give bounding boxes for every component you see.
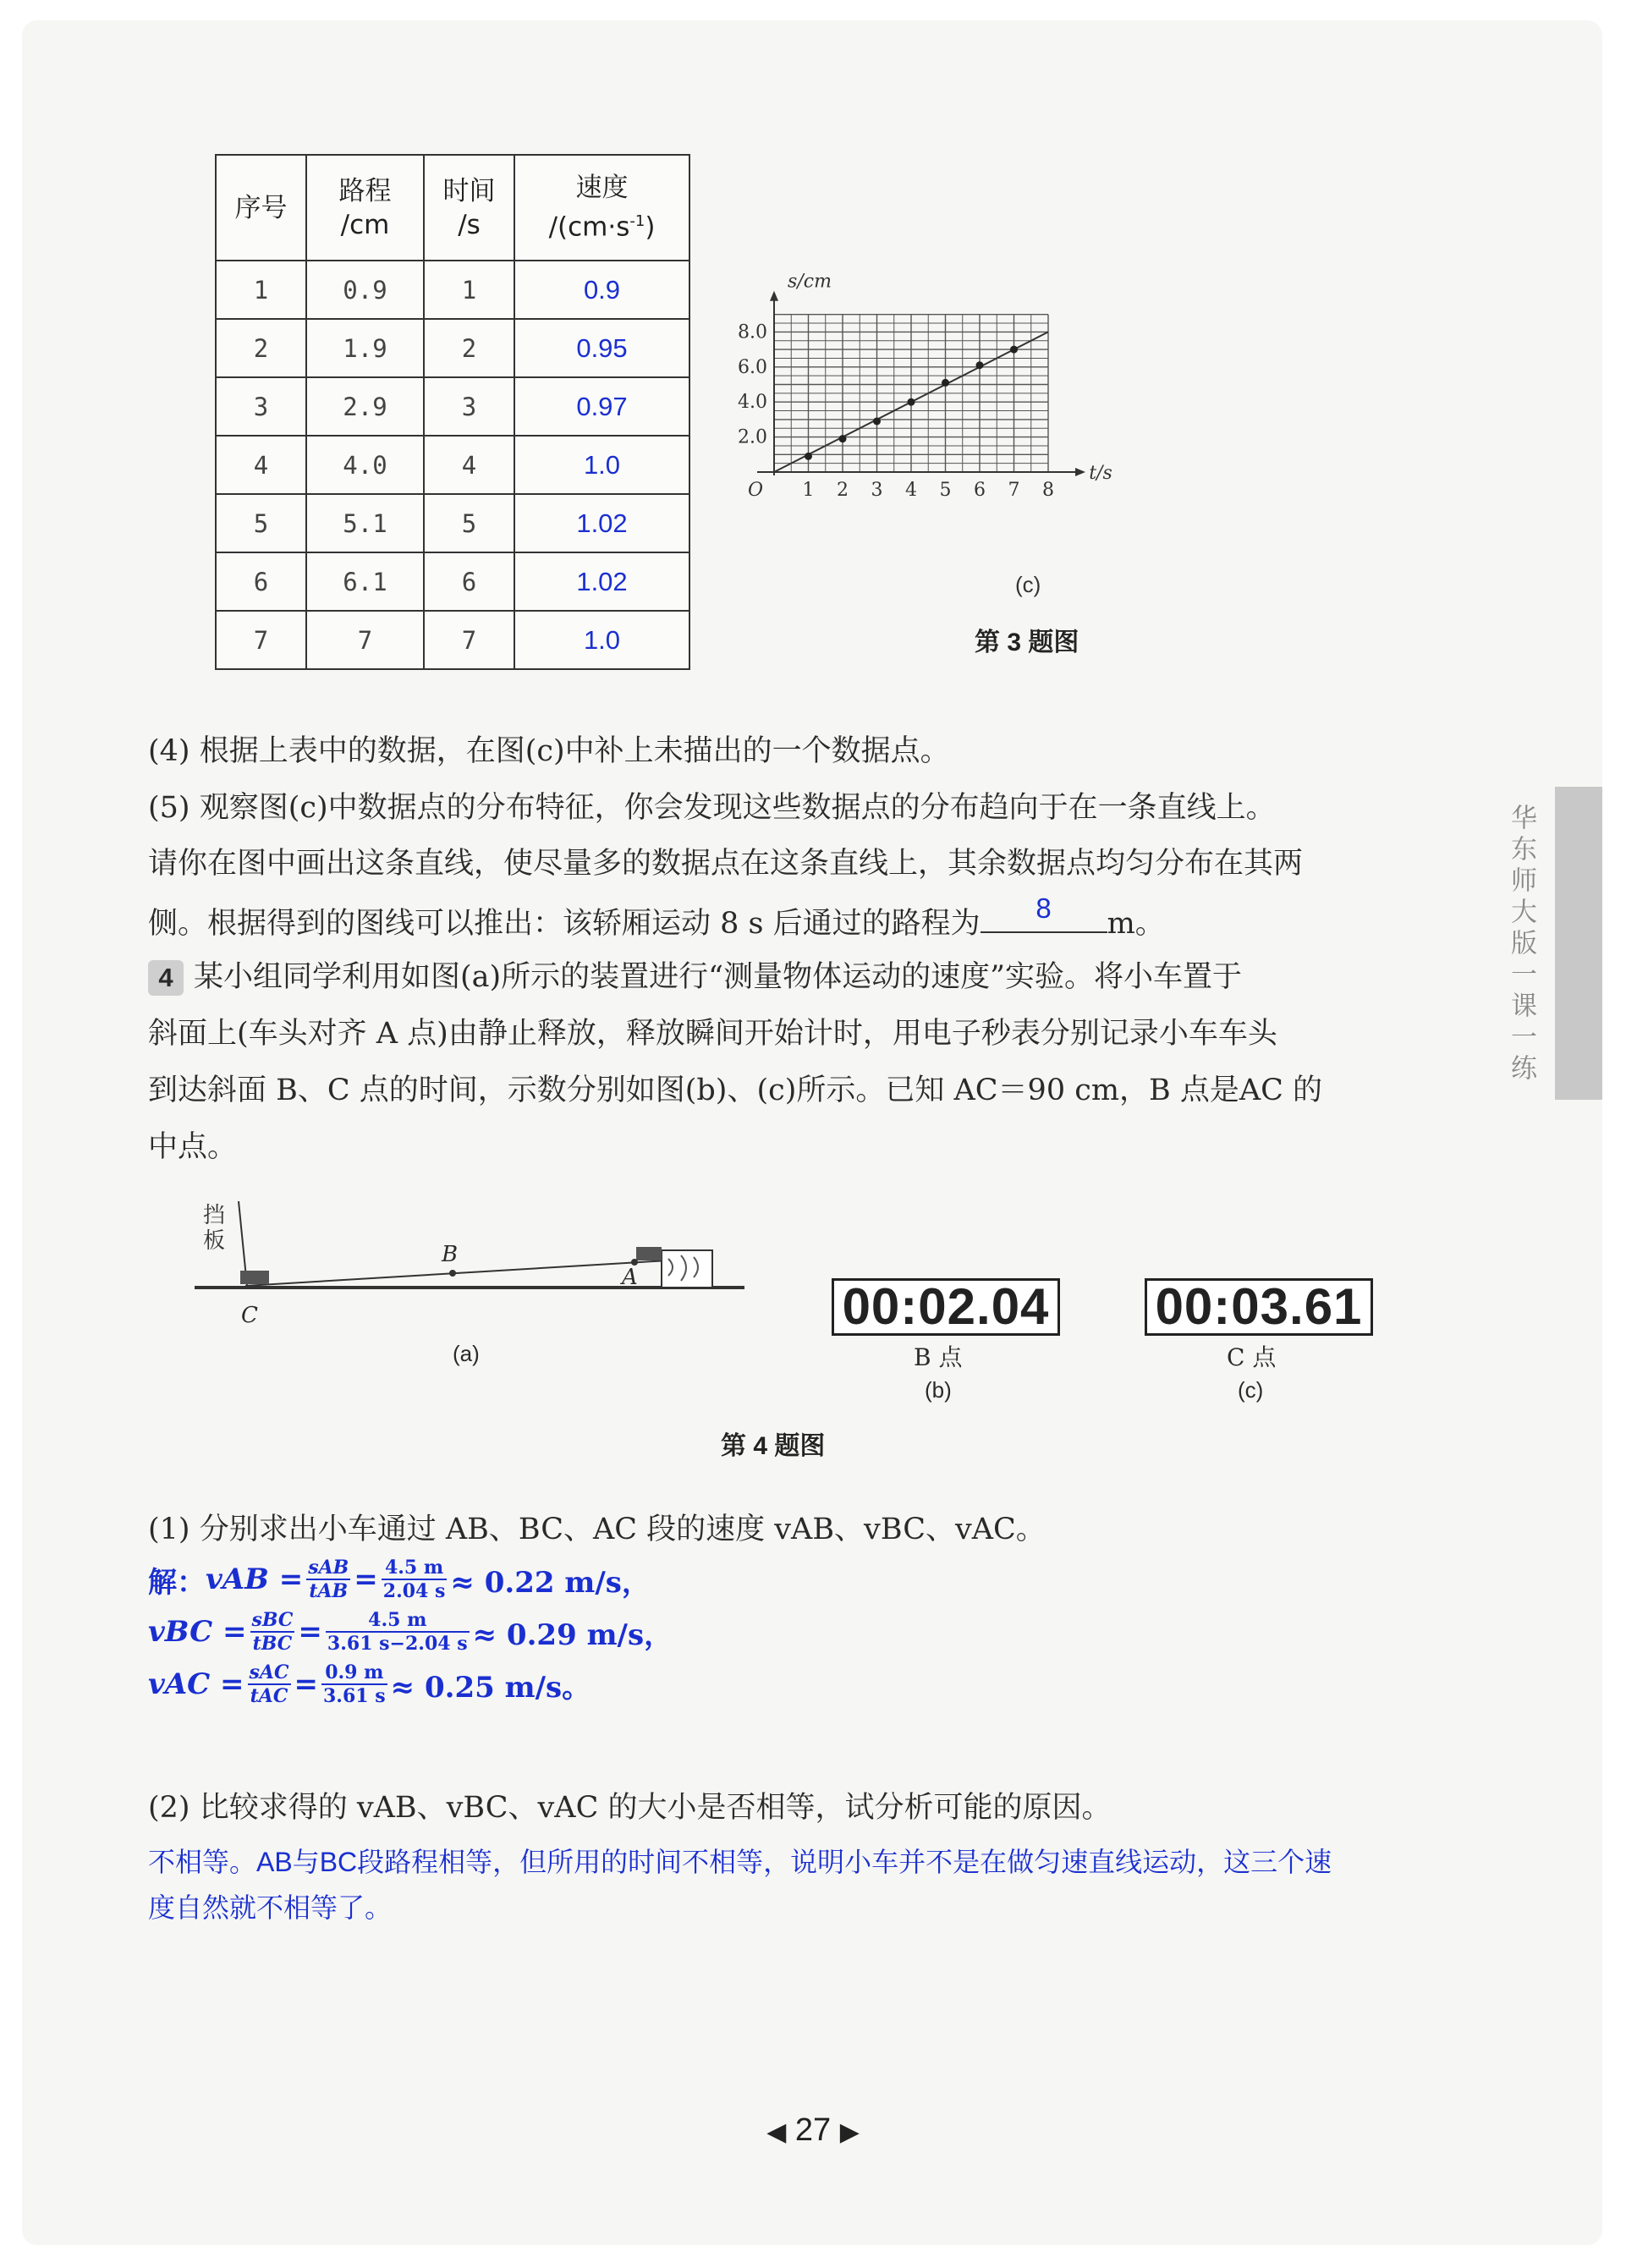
cell-time: 3 bbox=[424, 377, 514, 436]
x-tick-label: 8 bbox=[1042, 480, 1054, 501]
cart-at-c bbox=[240, 1271, 269, 1284]
data-table bbox=[215, 154, 690, 670]
next-arrow-icon: ▶ bbox=[839, 2118, 860, 2146]
answer-blank bbox=[981, 892, 1107, 933]
cell-no: 3 bbox=[216, 377, 306, 436]
y-tick-label: 8.0 bbox=[738, 321, 767, 343]
frac-sbc-tbc: $\frac{\text{sBC}}{\text{tBC}}$ bbox=[251, 1609, 294, 1655]
x-tick-label: 6 bbox=[974, 480, 986, 501]
table-row bbox=[216, 261, 689, 319]
table-header-row bbox=[216, 155, 689, 261]
wood-block bbox=[662, 1250, 712, 1288]
y-tick-label: 4.0 bbox=[738, 392, 767, 414]
timer-b-display: 00:02.04 bbox=[832, 1278, 1060, 1336]
frac-vbc-values: $\frac{4.5 m}{3.61 s-2.04 s}$ bbox=[327, 1609, 468, 1655]
x-tick-label: 4 bbox=[905, 480, 917, 501]
solution-vbc: vBC = $\frac{\text{sBC}}{\text{tBC}}$ = $\frac{4.5 m}{3.61 s-2.04 s}$ ≈ 0.29 m/s， bbox=[148, 1609, 673, 1655]
q4-line3: 到达斜面 B、C 点的时间，示数分别如图(b)、(c)所示。已知 AC＝90 cm，B 点是AC 的 bbox=[148, 1074, 1323, 1107]
cell-no: 1 bbox=[216, 261, 306, 319]
q4-part1-question: (1) 分别求出小车通过 AB、BC、AC 段的速度 vAB、vBC、vAC。 bbox=[148, 1513, 1046, 1546]
y-tick-label: 6.0 bbox=[738, 356, 767, 378]
q4-part2-answer-line2: 度自然就不相等了。 bbox=[148, 1892, 393, 1923]
data-point bbox=[976, 361, 984, 369]
cell-no: 2 bbox=[216, 319, 306, 377]
point-b-label: B bbox=[442, 1242, 459, 1267]
frac-vac-values: $\frac{0.9 m}{3.61 s}$ bbox=[323, 1661, 386, 1707]
chart-title: (c) bbox=[1015, 572, 1041, 597]
q4-part2-question: (2) 比较求得的 vAB、vBC、vAC 的大小是否相等，试分析可能的原因。 bbox=[148, 1791, 1112, 1825]
point-a-label: A bbox=[622, 1265, 638, 1290]
y-axis-label: s/cm bbox=[788, 271, 832, 293]
cell-speed: 0.95 bbox=[514, 319, 689, 377]
table-row bbox=[216, 611, 689, 669]
cell-time: 6 bbox=[424, 552, 514, 611]
timer-c-caption: C 点 bbox=[1227, 1343, 1277, 1371]
fig4-label-a: (a) bbox=[453, 1341, 480, 1366]
distance-time-chart bbox=[728, 169, 1337, 558]
cell-speed: 1.02 bbox=[514, 494, 689, 552]
q4-line2: 斜面上(车头对齐 A 点)由静止释放，释放瞬间开始计时，用电子秒表分别记录小车车头 bbox=[148, 1017, 1277, 1051]
cell-no: 5 bbox=[216, 494, 306, 552]
q3-answer: 8 bbox=[1035, 892, 1052, 924]
q3-part5-line3-b: m。 bbox=[1107, 907, 1165, 941]
side-tab bbox=[1555, 787, 1602, 1100]
cell-dist: 4.0 bbox=[306, 436, 424, 494]
cell-speed: 0.97 bbox=[514, 377, 689, 436]
solution-vac: vAC = $\frac{\text{sAC}}{\text{tAC}}$ = $\frac{0.9 m}{3.61 s}$ ≈ 0.25 m/s。 bbox=[148, 1661, 591, 1707]
data-point bbox=[908, 398, 915, 406]
x-axis-label: t/s bbox=[1089, 463, 1112, 484]
q3-part5-line2: 请你在图中画出这条直线，使尽量多的数据点在这条直线上，其余数据点均匀分布在其两 bbox=[148, 847, 1304, 881]
cell-dist: 7 bbox=[306, 611, 424, 669]
table-row bbox=[216, 319, 689, 377]
page-number: ◀ 27 ▶ bbox=[766, 2112, 860, 2148]
prev-arrow-icon: ◀ bbox=[766, 2118, 787, 2146]
table-row bbox=[216, 377, 689, 436]
q4-number: 4 bbox=[148, 960, 184, 996]
cell-no: 4 bbox=[216, 436, 306, 494]
cell-dist: 2.9 bbox=[306, 377, 424, 436]
data-point bbox=[839, 435, 847, 442]
cell-time: 4 bbox=[424, 436, 514, 494]
x-tick-label: 2 bbox=[837, 480, 849, 501]
cell-dist: 0.9 bbox=[306, 261, 424, 319]
cell-dist: 5.1 bbox=[306, 494, 424, 552]
cell-speed: 1.0 bbox=[514, 436, 689, 494]
data-point bbox=[1010, 346, 1018, 354]
x-tick-label: 7 bbox=[1008, 480, 1020, 501]
q4-part2-answer-line1: 不相等。AB与BC段路程相等，但所用的时间不相等，说明小车并不是在做匀速直线运动，这三个速 bbox=[148, 1847, 1332, 1877]
header-time: 时间 /s bbox=[424, 155, 514, 261]
x-tick-label: 1 bbox=[802, 480, 815, 501]
solution-vab: 解： vAB = $\frac{\text{sAB}}{\text{tAB}}$ = $\frac{4.5 m}{2.04 s}$ ≈ 0.22 m/s， bbox=[148, 1557, 651, 1602]
x-tick-label: 3 bbox=[871, 480, 883, 501]
q4-line4: 中点。 bbox=[148, 1130, 238, 1164]
q4-line1: 4 某小组同学利用如图(a)所示的装置进行“测量物体运动的速度”实验。将小车置于 bbox=[148, 954, 1242, 1000]
chart-axes bbox=[757, 291, 1085, 476]
side-tab-text: 华东师大版一课一练 bbox=[1506, 804, 1536, 1085]
table-row bbox=[216, 552, 689, 611]
data-point bbox=[873, 417, 881, 425]
cell-no: 6 bbox=[216, 552, 306, 611]
y-tick-label: 2.0 bbox=[738, 426, 767, 448]
header-dist: 路程 /cm bbox=[306, 155, 424, 261]
cell-dist: 6.1 bbox=[306, 552, 424, 611]
frac-sab-tab: $\frac{\text{sAB}}{\text{tAB}}$ bbox=[308, 1557, 349, 1602]
cell-no: 7 bbox=[216, 611, 306, 669]
header-speed: 速度 $/(cm\cdot s^{-1})$ bbox=[514, 155, 689, 261]
cell-speed: 0.9 bbox=[514, 261, 689, 319]
q3-part4: (4) 根据上表中的数据，在图(c)中补上未描出的一个数据点。 bbox=[148, 734, 950, 768]
fig4-label-b: (b) bbox=[925, 1377, 952, 1403]
fig3-caption: 第 3 题图 bbox=[975, 629, 1079, 656]
timer-b-caption: B 点 bbox=[914, 1343, 963, 1371]
chart-ticks bbox=[738, 272, 1112, 501]
x-axis-arrow bbox=[1075, 468, 1085, 476]
cell-speed: 1.0 bbox=[514, 611, 689, 669]
q3-part5-line3-a: 侧。根据得到的图线可以推出：该轿厢运动 8 s 后通过的路程为 bbox=[148, 907, 981, 941]
y-axis-arrow bbox=[770, 291, 778, 301]
fig4-label-c: (c) bbox=[1238, 1377, 1264, 1403]
cell-time: 5 bbox=[424, 494, 514, 552]
table-row bbox=[216, 436, 689, 494]
point-b-dot bbox=[449, 1270, 456, 1277]
cell-time: 2 bbox=[424, 319, 514, 377]
timer-c-display: 00:03.61 bbox=[1145, 1278, 1373, 1336]
cell-dist: 1.9 bbox=[306, 319, 424, 377]
table-row bbox=[216, 494, 689, 552]
cell-time: 1 bbox=[424, 261, 514, 319]
frac-sac-tac: $\frac{\text{sAC}}{\text{tAC}}$ bbox=[249, 1661, 289, 1707]
data-point bbox=[942, 379, 949, 387]
data-point bbox=[805, 453, 812, 460]
fig4-caption: 第 4 题图 bbox=[721, 1432, 826, 1460]
point-c-label: C bbox=[241, 1303, 258, 1328]
q3-part5-line3 bbox=[148, 892, 1165, 947]
baffle-label: 挡 板 bbox=[203, 1203, 226, 1254]
frac-vab-values: $\frac{4.5 m}{2.04 s}$ bbox=[382, 1557, 446, 1602]
header-no: 序号 bbox=[216, 155, 306, 261]
cell-time: 7 bbox=[424, 611, 514, 669]
origin-label: O bbox=[747, 480, 764, 501]
cart-at-a bbox=[636, 1247, 662, 1260]
chart-grid bbox=[774, 315, 1048, 472]
q3-part5-line1: (5) 观察图(c)中数据点的分布特征，你会发现这些数据点的分布趋向于在一条直线上。 bbox=[148, 791, 1276, 825]
x-tick-label: 5 bbox=[939, 480, 952, 501]
cell-speed: 1.02 bbox=[514, 552, 689, 611]
